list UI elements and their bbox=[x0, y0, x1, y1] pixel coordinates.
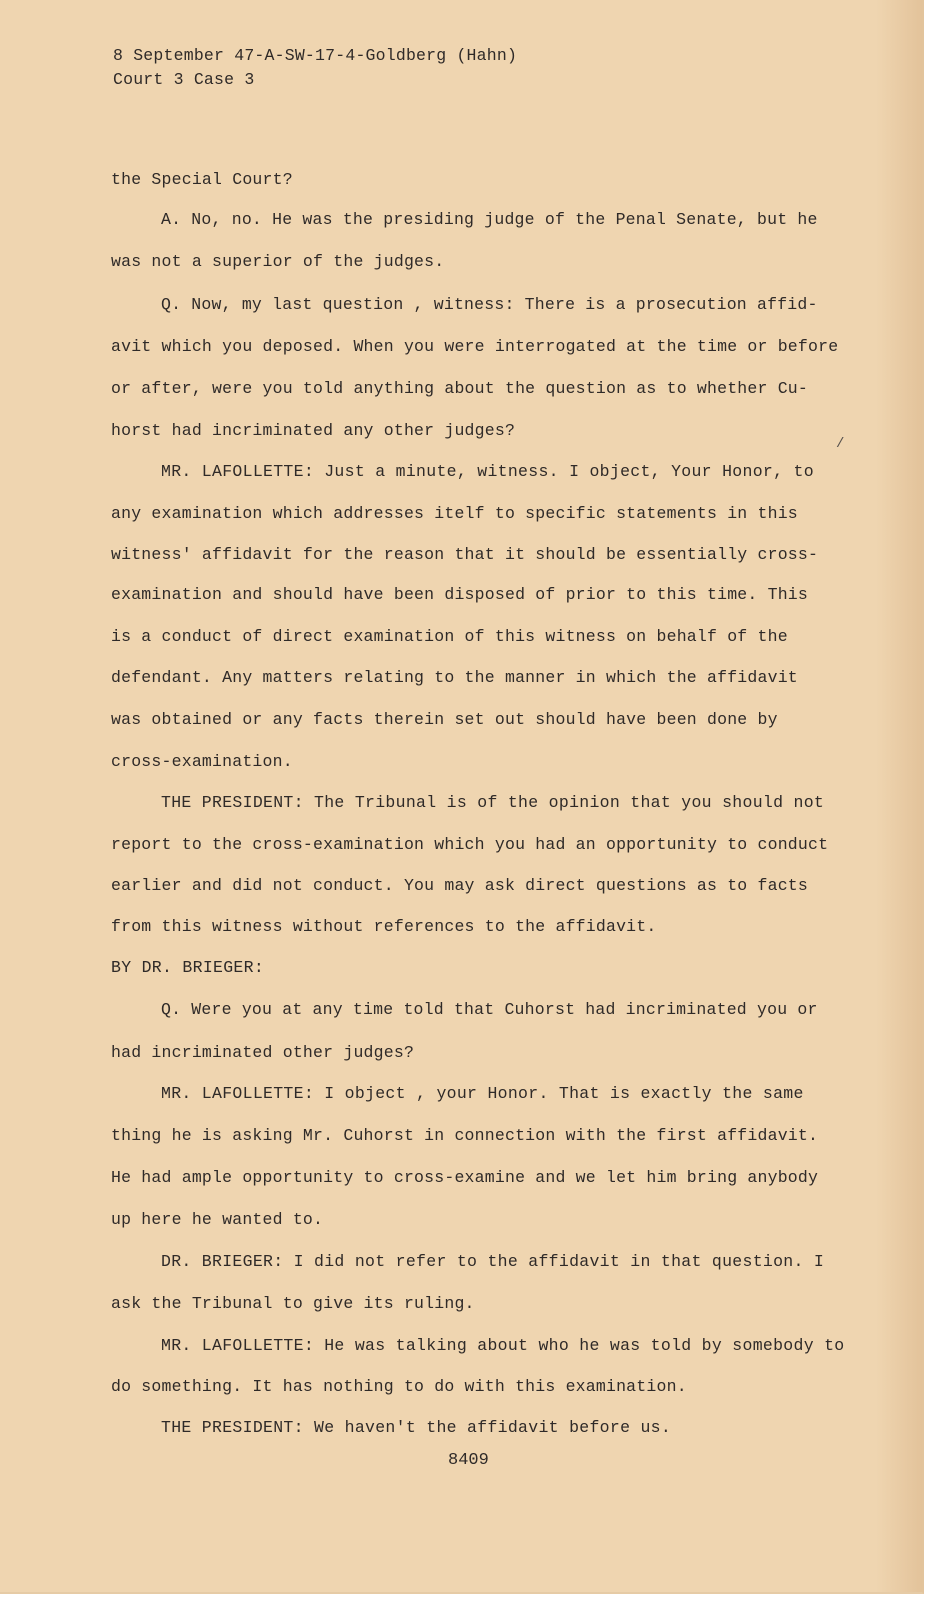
body-line: A. No, no. He was the presiding judge of the Penal Senate, but he bbox=[161, 210, 818, 229]
body-line: defendant. Any matters relating to the manner in which the affidavit bbox=[111, 668, 798, 687]
body-line: was obtained or any facts therein set out should have been done by bbox=[111, 710, 778, 729]
body-line: MR. LAFOLLETTE: Just a minute, witness. I object, Your Honor, to bbox=[161, 462, 814, 481]
body-line: was not a superior of the judges. bbox=[111, 252, 445, 271]
body-line: DR. BRIEGER: I did not refer to the affidavit in that question. I bbox=[161, 1252, 825, 1271]
body-line: avit which you deposed. When you were interrogated at the time or before bbox=[111, 337, 839, 356]
body-line: MR. LAFOLLETTE: He was talking about who he was told by somebody to bbox=[161, 1336, 845, 1355]
body-line: THE PRESIDENT: We haven't the affidavit before us. bbox=[161, 1418, 672, 1437]
body-line: cross-examination. bbox=[111, 752, 293, 771]
body-line: up here he wanted to. bbox=[111, 1210, 324, 1229]
body-line: earlier and did not conduct. You may ask direct questions as to facts bbox=[111, 876, 809, 895]
body-line: ask the Tribunal to give its ruling. bbox=[111, 1294, 475, 1313]
body-line: horst had incriminated any other judges? bbox=[111, 421, 516, 440]
body-line: Q. Now, my last question , witness: There is a prosecution affid- bbox=[161, 295, 818, 314]
header-line-1: 8 September 47-A-SW-17-4-Goldberg (Hahn) bbox=[113, 46, 518, 65]
body-line: or after, were you told anything about the question as to whether Cu- bbox=[111, 379, 809, 398]
body-line: THE PRESIDENT: The Tribunal is of the opinion that you should not bbox=[161, 793, 825, 812]
body-line: from this witness without references to the affidavit. bbox=[111, 917, 657, 936]
body-line: had incriminated other judges? bbox=[111, 1043, 415, 1062]
body-line: witness' affidavit for the reason that it should be essentially cross- bbox=[111, 545, 819, 564]
body-line: do something. It has nothing to do with this examination. bbox=[111, 1377, 687, 1396]
body-line: report to the cross-examination which you had an opportunity to conduct bbox=[111, 835, 829, 854]
body-line: is a conduct of direct examination of this witness on behalf of the bbox=[111, 627, 788, 646]
header-line-2: Court 3 Case 3 bbox=[113, 70, 255, 89]
body-line: BY DR. BRIEGER: bbox=[111, 958, 265, 977]
body-line: examination and should have been disposed of prior to this time. This bbox=[111, 585, 809, 604]
body-line: any examination which addresses itelf to specific statements in this bbox=[111, 504, 798, 523]
margin-mark: / bbox=[836, 436, 845, 452]
body-line: MR. LAFOLLETTE: I object , your Honor. That is exactly the same bbox=[161, 1084, 804, 1103]
body-line: thing he is asking Mr. Cuhorst in connection with the first affidavit. bbox=[111, 1126, 819, 1145]
body-line: He had ample opportunity to cross-examine and we let him bring anybody bbox=[111, 1168, 819, 1187]
body-line: Q. Were you at any time told that Cuhorst had incriminated you or bbox=[161, 1000, 818, 1019]
page-number: 8409 bbox=[448, 1451, 489, 1470]
body-line: the Special Court? bbox=[111, 170, 293, 189]
